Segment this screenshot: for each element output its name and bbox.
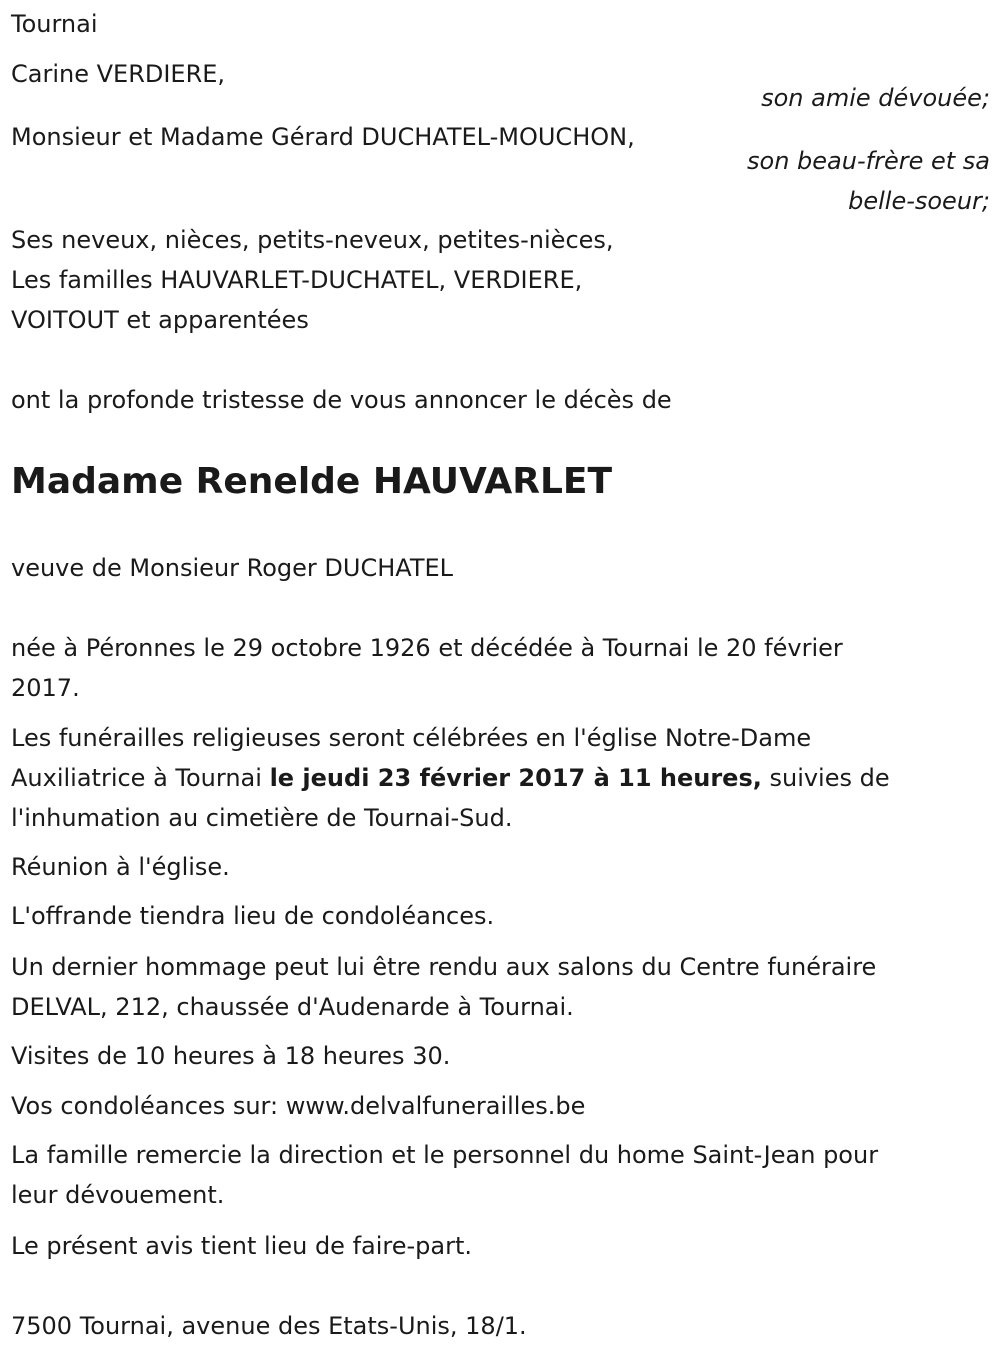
thanks-line2: leur dévouement. — [11, 1181, 225, 1209]
funeral-line2-end: suivies de — [761, 764, 890, 792]
family-member-1-relation: son amie dévouée; — [761, 84, 990, 112]
homage-line2: DELVAL, 212, chaussée d'Audenarde à Tournai. — [11, 993, 574, 1021]
family-member-2-name: Monsieur et Madame Gérard DUCHATEL-MOUCHON, — [11, 123, 635, 151]
meeting-info: Réunion à l'église. — [11, 853, 230, 881]
widow-of: veuve de Monsieur Roger DUCHATEL — [11, 554, 454, 582]
notice-line: Le présent avis tient lieu de faire-part. — [11, 1232, 473, 1260]
thanks-line1: La famille remercie la direction et le personnel du home Saint-Jean pour — [11, 1141, 879, 1169]
family-member-2-relation-line1: son beau-frère et sa — [747, 147, 990, 175]
announcement-intro: ont la profonde tristesse de vous annoncer le décès de — [11, 386, 672, 414]
funeral-line1: Les funérailles religieuses seront célébrées en l'église Notre-Dame — [11, 724, 812, 752]
condolences-url: www.delvalfunerailles.be — [285, 1092, 586, 1120]
deceased-name: Madame Renelde HAUVARLET — [11, 461, 613, 502]
funeral-line2-start: Auxiliatrice à Tournai — [11, 764, 270, 792]
visits-info: Visites de 10 heures à 18 heures 30. — [11, 1042, 451, 1070]
family-member-1-name: Carine VERDIERE, — [11, 60, 226, 88]
homage-line1: Un dernier hommage peut lui être rendu aux salons du Centre funéraire — [11, 953, 877, 981]
offering-info: L'offrande tiendra lieu de condoléances. — [11, 902, 495, 930]
city-header: Tournai — [11, 10, 98, 38]
funeral-line3: l'inhumation au cimetière de Tournai-Sud. — [11, 804, 513, 832]
condolences-label: Vos condoléances sur: — [11, 1092, 286, 1120]
family-member-2-relation-line2: belle-soeur; — [848, 187, 990, 215]
family-others-line1: Ses neveux, nièces, petits-neveux, petites-nièces, — [11, 226, 614, 254]
birth-death-line1: née à Péronnes le 29 octobre 1926 et décédée à Tournai le 20 février — [11, 634, 843, 662]
family-others-line3: VOITOUT et apparentées — [11, 306, 309, 334]
funeral-line2 — [11, 758, 890, 798]
family-others-line2: Les familles HAUVARLET-DUCHATEL, VERDIERE, — [11, 266, 583, 294]
address-line: 7500 Tournai, avenue des Etats-Unis, 18/1. — [11, 1312, 527, 1340]
funeral-date-time: le jeudi 23 février 2017 à 11 heures, — [269, 764, 762, 792]
birth-death-line2: 2017. — [11, 674, 80, 702]
condolences-line — [11, 1086, 585, 1126]
